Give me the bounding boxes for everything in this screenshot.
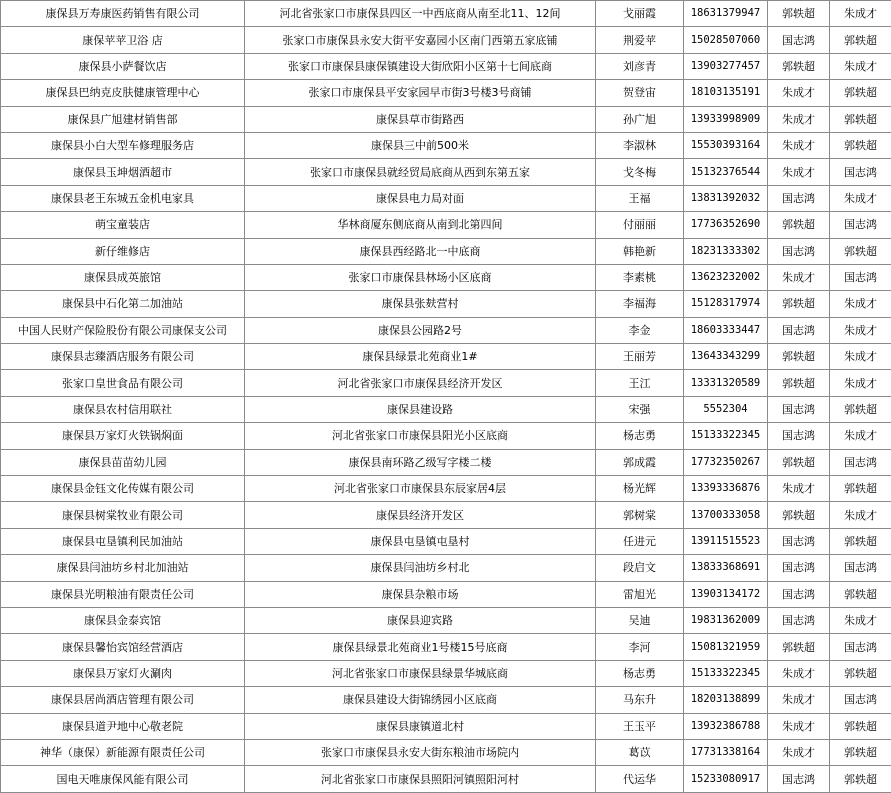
- business-name-cell: 中国人民财产保险股份有限公司康保支公司: [1, 317, 245, 343]
- address-cell: 张家口市康保县就经贸局底商从西到东第五家: [245, 159, 596, 185]
- inspector-1-cell: 国志鸿: [768, 423, 830, 449]
- address-cell: 河北省张家口市康保县阳光小区底商: [245, 423, 596, 449]
- business-name-cell: 康保县万家灯火铁锅焖面: [1, 423, 245, 449]
- address-cell: 康保县康镇道北村: [245, 713, 596, 739]
- table-row: [1, 185, 891, 211]
- phone-cell: 15128317974: [684, 291, 768, 317]
- phone-cell: 15081321959: [684, 634, 768, 660]
- business-name-cell: 康保县苗苗幼儿园: [1, 449, 245, 475]
- table-row: [1, 555, 891, 581]
- business-name-cell: 康保县道尹地中心敬老院: [1, 713, 245, 739]
- inspector-2-cell: 郭轶超: [830, 660, 891, 686]
- contact-person-cell: 郭成霞: [596, 449, 684, 475]
- business-name-cell: 康保县成英旅馆: [1, 264, 245, 290]
- table-row: [1, 291, 891, 317]
- contact-person-cell: 李素桃: [596, 264, 684, 290]
- inspector-1-cell: 郭轶超: [768, 502, 830, 528]
- inspector-2-cell: 郭轶超: [830, 396, 891, 422]
- business-name-cell: 康保县志臻酒店服务有限公司: [1, 344, 245, 370]
- business-name-cell: 康保县农村信用联社: [1, 396, 245, 422]
- contact-person-cell: 段启文: [596, 555, 684, 581]
- address-cell: 康保县西经路北一中底商: [245, 238, 596, 264]
- address-cell: 康保县杂粮市场: [245, 581, 596, 607]
- phone-cell: 13643343299: [684, 344, 768, 370]
- inspector-2-cell: 国志鸿: [830, 159, 891, 185]
- contact-person-cell: 代运华: [596, 766, 684, 792]
- business-name-cell: 神华（康保）新能源有限责任公司: [1, 739, 245, 765]
- inspector-2-cell: 国志鸿: [830, 264, 891, 290]
- table-row: [1, 502, 891, 528]
- business-name-cell: 康保县金钰文化传媒有限公司: [1, 476, 245, 502]
- inspector-2-cell: 朱成才: [830, 370, 891, 396]
- inspector-1-cell: 国志鸿: [768, 766, 830, 792]
- business-name-cell: 康保县小白大型车修理服务店: [1, 132, 245, 158]
- table-row: [1, 1, 891, 27]
- address-cell: 康保县南环路乙级写字楼二楼: [245, 449, 596, 475]
- inspector-1-cell: 郭轶超: [768, 1, 830, 27]
- address-cell: 张家口市康保县永安大街东粮油市场院内: [245, 739, 596, 765]
- contact-person-cell: 葛苡: [596, 739, 684, 765]
- business-name-cell: 康保县小萨餐饮店: [1, 53, 245, 79]
- address-cell: 河北省张家口市康保县四区一中西底商从南至北11、12间: [245, 1, 596, 27]
- inspector-1-cell: 国志鸿: [768, 581, 830, 607]
- inspector-1-cell: 郭轶超: [768, 344, 830, 370]
- contact-person-cell: 韩艳新: [596, 238, 684, 264]
- phone-cell: 18231333302: [684, 238, 768, 264]
- contact-person-cell: 戈丽霞: [596, 1, 684, 27]
- phone-cell: 13833368691: [684, 555, 768, 581]
- address-cell: 康保县闫油坊乡村北: [245, 555, 596, 581]
- phone-cell: 19831362009: [684, 607, 768, 633]
- inspector-1-cell: 国志鸿: [768, 185, 830, 211]
- phone-cell: 15028507060: [684, 27, 768, 53]
- address-cell: 张家口市康保县永安大街平安嘉园小区南门西第五家底铺: [245, 27, 596, 53]
- contact-person-cell: 李金: [596, 317, 684, 343]
- inspector-2-cell: 郭轶超: [830, 27, 891, 53]
- inspector-1-cell: 朱成才: [768, 106, 830, 132]
- contact-person-cell: 郭树棠: [596, 502, 684, 528]
- business-name-cell: 康保县广旭建材销售部: [1, 106, 245, 132]
- inspector-1-cell: 郭轶超: [768, 370, 830, 396]
- phone-cell: 13911515523: [684, 528, 768, 554]
- table-row: [1, 607, 891, 633]
- address-cell: 康保县经济开发区: [245, 502, 596, 528]
- contact-person-cell: 杨志勇: [596, 423, 684, 449]
- address-cell: 华林商厦东侧底商从南到北第四间: [245, 212, 596, 238]
- table-row: [1, 713, 891, 739]
- inspector-2-cell: 朱成才: [830, 502, 891, 528]
- table-row: [1, 212, 891, 238]
- address-cell: 张家口市康保县平安家园早市街3号楼3号商铺: [245, 80, 596, 106]
- table-row: [1, 528, 891, 554]
- contact-person-cell: 李淑林: [596, 132, 684, 158]
- table-row: [1, 739, 891, 765]
- inspector-1-cell: 朱成才: [768, 476, 830, 502]
- contact-person-cell: 刘彦青: [596, 53, 684, 79]
- table-row: [1, 53, 891, 79]
- contact-person-cell: 王丽芳: [596, 344, 684, 370]
- address-cell: 康保县迎宾路: [245, 607, 596, 633]
- business-name-cell: 康保县馨怡宾馆经营酒店: [1, 634, 245, 660]
- address-cell: 康保县绿景北苑商业1#: [245, 344, 596, 370]
- contact-person-cell: 李河: [596, 634, 684, 660]
- contact-person-cell: 吴迪: [596, 607, 684, 633]
- address-cell: 康保县建设路: [245, 396, 596, 422]
- business-name-cell: 康保县居尚酒店管理有限公司: [1, 687, 245, 713]
- table-row: [1, 423, 891, 449]
- contact-person-cell: 李福海: [596, 291, 684, 317]
- address-cell: 河北省张家口市康保县东辰家居4层: [245, 476, 596, 502]
- inspector-2-cell: 郭轶超: [830, 528, 891, 554]
- inspector-1-cell: 郭轶超: [768, 634, 830, 660]
- table-row: [1, 687, 891, 713]
- inspector-1-cell: 郭轶超: [768, 212, 830, 238]
- business-name-cell: 康保县万家灯火涮肉: [1, 660, 245, 686]
- business-name-cell: 国电天唯康保风能有限公司: [1, 766, 245, 792]
- inspector-1-cell: 朱成才: [768, 687, 830, 713]
- business-name-cell: 康保县玉坤烟酒超市: [1, 159, 245, 185]
- inspector-1-cell: 国志鸿: [768, 238, 830, 264]
- inspector-1-cell: 朱成才: [768, 739, 830, 765]
- table-row: [1, 476, 891, 502]
- inspector-2-cell: 国志鸿: [830, 555, 891, 581]
- address-cell: 康保县公园路2号: [245, 317, 596, 343]
- business-name-cell: 康保县树棠牧业有限公司: [1, 502, 245, 528]
- table-body: [1, 1, 891, 793]
- contact-person-cell: 戈冬梅: [596, 159, 684, 185]
- inspector-2-cell: 郭轶超: [830, 238, 891, 264]
- phone-cell: 15133322345: [684, 423, 768, 449]
- inspector-1-cell: 郭轶超: [768, 53, 830, 79]
- contact-person-cell: 宋强: [596, 396, 684, 422]
- contact-person-cell: 王江: [596, 370, 684, 396]
- table-row: [1, 238, 891, 264]
- table-row: [1, 581, 891, 607]
- table-row: [1, 264, 891, 290]
- phone-cell: 18603333447: [684, 317, 768, 343]
- phone-cell: 18631379947: [684, 1, 768, 27]
- address-cell: 康保县电力局对面: [245, 185, 596, 211]
- phone-cell: 13933998909: [684, 106, 768, 132]
- contact-person-cell: 荆爱苹: [596, 27, 684, 53]
- inspector-2-cell: 郭轶超: [830, 713, 891, 739]
- inspector-2-cell: 国志鸿: [830, 634, 891, 660]
- phone-cell: 13700333058: [684, 502, 768, 528]
- table-row: [1, 106, 891, 132]
- inspector-1-cell: 国志鸿: [768, 607, 830, 633]
- address-cell: 康保县绿景北苑商业1号楼15号底商: [245, 634, 596, 660]
- business-name-cell: 康保县老王东城五金机电家具: [1, 185, 245, 211]
- inspector-1-cell: 朱成才: [768, 80, 830, 106]
- inspector-2-cell: 郭轶超: [830, 739, 891, 765]
- business-name-cell: 康保县屯垦镇利民加油站: [1, 528, 245, 554]
- phone-cell: 13623232002: [684, 264, 768, 290]
- table-row: [1, 27, 891, 53]
- inspector-2-cell: 朱成才: [830, 291, 891, 317]
- contact-person-cell: 王福: [596, 185, 684, 211]
- inspector-1-cell: 朱成才: [768, 660, 830, 686]
- business-name-cell: 康保县闫油坊乡村北加油站: [1, 555, 245, 581]
- inspector-2-cell: 郭轶超: [830, 476, 891, 502]
- contact-person-cell: 付丽丽: [596, 212, 684, 238]
- business-name-cell: 新仔维修店: [1, 238, 245, 264]
- inspector-2-cell: 朱成才: [830, 317, 891, 343]
- phone-cell: 13393336876: [684, 476, 768, 502]
- address-cell: 张家口市康保县康保镇建设大街欣阳小区第十七间底商: [245, 53, 596, 79]
- address-cell: 河北省张家口市康保县照阳河镇照阳河村: [245, 766, 596, 792]
- phone-cell: 15233080917: [684, 766, 768, 792]
- table-row: [1, 80, 891, 106]
- inspector-2-cell: 国志鸿: [830, 687, 891, 713]
- inspector-2-cell: 朱成才: [830, 344, 891, 370]
- inspector-1-cell: 朱成才: [768, 264, 830, 290]
- business-name-cell: 康保县万寿康医药销售有限公司: [1, 1, 245, 27]
- contact-person-cell: 雷旭光: [596, 581, 684, 607]
- business-name-cell: 张家口皇世食品有限公司: [1, 370, 245, 396]
- inspector-1-cell: 朱成才: [768, 159, 830, 185]
- inspector-1-cell: 朱成才: [768, 132, 830, 158]
- phone-cell: 17736352690: [684, 212, 768, 238]
- inspector-2-cell: 郭轶超: [830, 132, 891, 158]
- inspector-2-cell: 国志鸿: [830, 212, 891, 238]
- inspector-1-cell: 国志鸿: [768, 27, 830, 53]
- contact-person-cell: 王玉平: [596, 713, 684, 739]
- phone-cell: 15132376544: [684, 159, 768, 185]
- table-row: [1, 634, 891, 660]
- address-cell: 康保县三中前500米: [245, 132, 596, 158]
- phone-cell: 5552304: [684, 396, 768, 422]
- address-cell: 康保县屯垦镇屯垦村: [245, 528, 596, 554]
- inspector-1-cell: 郭轶超: [768, 291, 830, 317]
- business-name-cell: 康保苹苹卫浴 店: [1, 27, 245, 53]
- table-row: [1, 344, 891, 370]
- contact-person-cell: 杨光辉: [596, 476, 684, 502]
- inspector-2-cell: 郭轶超: [830, 766, 891, 792]
- contact-person-cell: 杨志勇: [596, 660, 684, 686]
- inspector-2-cell: 朱成才: [830, 423, 891, 449]
- phone-cell: 13331320589: [684, 370, 768, 396]
- inspector-2-cell: 国志鸿: [830, 449, 891, 475]
- phone-cell: 13903277457: [684, 53, 768, 79]
- business-name-cell: 康保县巴纳克皮肤健康管理中心: [1, 80, 245, 106]
- address-cell: 河北省张家口市康保县绿景华城底商: [245, 660, 596, 686]
- inspector-2-cell: 朱成才: [830, 607, 891, 633]
- inspector-2-cell: 郭轶超: [830, 106, 891, 132]
- phone-cell: 18103135191: [684, 80, 768, 106]
- business-name-cell: 萌宝童装店: [1, 212, 245, 238]
- inspector-1-cell: 国志鸿: [768, 396, 830, 422]
- phone-cell: 13932386788: [684, 713, 768, 739]
- inspector-2-cell: 朱成才: [830, 53, 891, 79]
- contact-person-cell: 任进元: [596, 528, 684, 554]
- phone-cell: 15530393164: [684, 132, 768, 158]
- address-cell: 康保县草市街路西: [245, 106, 596, 132]
- inspector-2-cell: 郭轶超: [830, 80, 891, 106]
- inspector-2-cell: 郭轶超: [830, 581, 891, 607]
- table-row: [1, 396, 891, 422]
- table-row: [1, 660, 891, 686]
- inspector-1-cell: 国志鸿: [768, 528, 830, 554]
- business-name-cell: 康保县光明粮油有限责任公司: [1, 581, 245, 607]
- table-row: [1, 449, 891, 475]
- table-row: [1, 132, 891, 158]
- phone-cell: 13903134172: [684, 581, 768, 607]
- business-name-cell: 康保县金泰宾馆: [1, 607, 245, 633]
- phone-cell: 15133322345: [684, 660, 768, 686]
- address-cell: 河北省张家口市康保县经济开发区: [245, 370, 596, 396]
- inspector-1-cell: 郭轶超: [768, 449, 830, 475]
- phone-cell: 13831392032: [684, 185, 768, 211]
- phone-cell: 17731338164: [684, 739, 768, 765]
- address-cell: 康保县建设大街锦绣园小区底商: [245, 687, 596, 713]
- business-name-cell: 康保县中石化第二加油站: [1, 291, 245, 317]
- phone-cell: 17732350267: [684, 449, 768, 475]
- inspector-1-cell: 朱成才: [768, 713, 830, 739]
- contact-person-cell: 马东升: [596, 687, 684, 713]
- inspector-1-cell: 国志鸿: [768, 317, 830, 343]
- contact-person-cell: 贺登宙: [596, 80, 684, 106]
- inspector-2-cell: 朱成才: [830, 185, 891, 211]
- table-row: [1, 766, 891, 792]
- address-cell: 康保县张麸营村: [245, 291, 596, 317]
- table-row: [1, 159, 891, 185]
- inspector-2-cell: 朱成才: [830, 1, 891, 27]
- table-row: [1, 317, 891, 343]
- contact-person-cell: 孙广旭: [596, 106, 684, 132]
- phone-cell: 18203138899: [684, 687, 768, 713]
- table-row: [1, 370, 891, 396]
- inspector-1-cell: 国志鸿: [768, 555, 830, 581]
- address-cell: 张家口市康保县林场小区底商: [245, 264, 596, 290]
